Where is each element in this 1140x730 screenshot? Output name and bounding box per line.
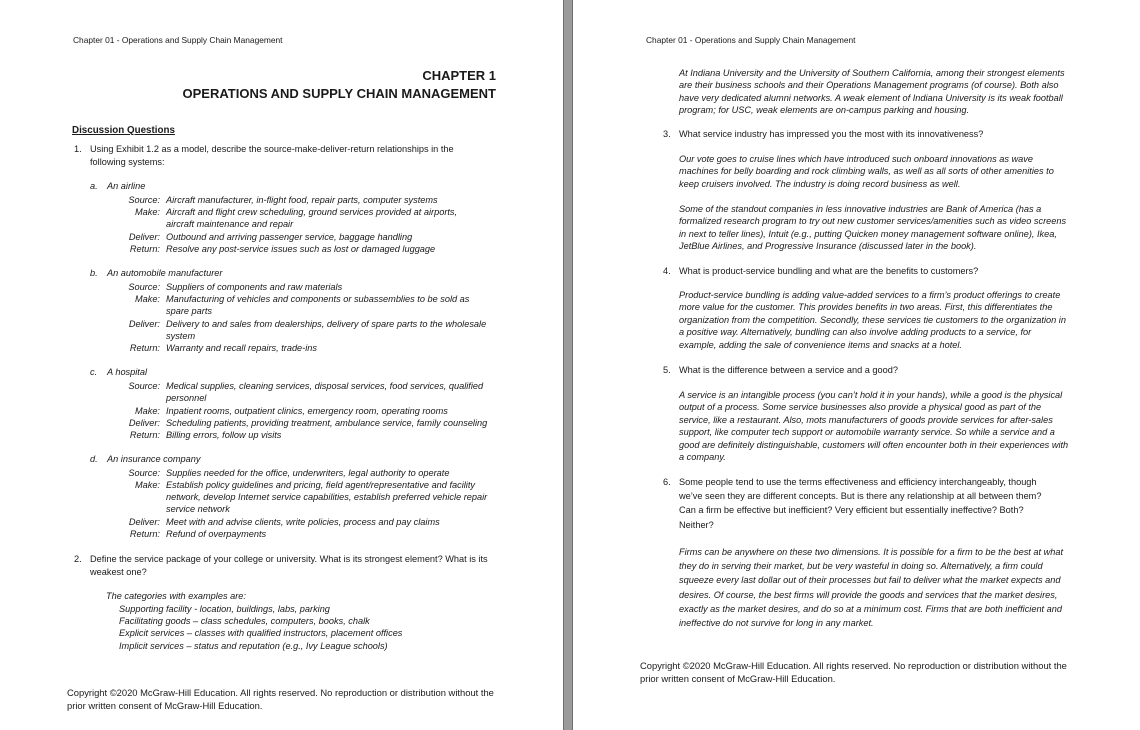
question-number: 3. (663, 129, 671, 139)
row-value: Manufacturing of vehicles and components or subassemblies to be sold as spare parts (166, 294, 470, 317)
page-right (573, 0, 1140, 730)
row-label: Source: (128, 468, 160, 478)
answer-text: Some of the standout companies in less innovative industries are Bank of America (has a formalized research program to try out new customer services/amenities such as video screens in next to teller lines), Intuit (e.g., putting Quicken money management software online), Ikea, JetBlue Airlines, and Progressive Insurance (discussed later in the book). (679, 204, 1067, 252)
question-3 (663, 128, 1063, 141)
running-header: Chapter 01 - Operations and Supply Chain Management (646, 35, 856, 45)
row-value: Aircraft manufacturer, in-flight food, repair parts, computer systems (166, 195, 438, 205)
row-label: Source: (128, 282, 160, 292)
row-value: Supplies needed for the office, underwriters, legal authority to operate (166, 468, 450, 478)
row-label: Deliver: (128, 418, 160, 428)
question-2 (74, 553, 494, 578)
row-label: Source: (128, 381, 160, 391)
system-heading (90, 181, 145, 191)
chapter-title: OPERATIONS AND SUPPLY CHAIN MANAGEMENT (182, 86, 496, 101)
row-label: Make: (134, 207, 160, 217)
copyright-notice: Copyright ©2020 McGraw-Hill Education. All rights reserved. No reproduction or distribution without the prior written consent of McGraw-Hill Education. (67, 687, 494, 711)
question-text: What service industry has impressed you the most with its innovativeness? (679, 129, 984, 139)
row-label: Make: (134, 294, 160, 304)
page-left (0, 0, 563, 730)
row-label: Return: (129, 244, 160, 254)
copyright-notice: Copyright ©2020 McGraw-Hill Education. All rights reserved. No reproduction or distribution without the prior written consent of McGraw-Hill Education. (640, 660, 1067, 684)
question-number: 5. (663, 365, 671, 375)
row-value: Refund of overpayments (166, 529, 267, 539)
system-heading (90, 367, 147, 377)
question-number: 4. (663, 266, 671, 276)
question-1 (74, 143, 474, 168)
row-value: Scheduling patients, providing treatment, ambulance service, family counseling (166, 418, 488, 428)
row-value: Billing errors, follow up visits (166, 430, 282, 440)
category-item: Explicit services – classes with qualified instructors, placement offices (119, 628, 403, 638)
system-letter: c. (90, 367, 98, 377)
question-text: Define the service package of your college or university. What is its strongest element? What is its weakest one? (90, 554, 488, 577)
row-value: Suppliers of components and raw materials (166, 282, 343, 292)
system-letter: a. (90, 181, 98, 191)
question-text: What is the difference between a service and a good? (679, 365, 898, 375)
answer-text: At Indiana University and the University of Southern California, among their strongest elements are their business schools and their Operations Management programs (of course). Both also have very dedicated alumni networks. A weak element of Indiana University is its weak football program; for USC, weak elements are on-campus parking and housing. (679, 68, 1065, 116)
chapter-number: CHAPTER 1 (422, 68, 496, 83)
row-label: Deliver: (128, 517, 160, 527)
row-label: Deliver: (128, 232, 160, 242)
row-label: Deliver: (128, 319, 160, 329)
question-5 (663, 364, 1063, 377)
system-name: An insurance company (107, 454, 201, 464)
system-name: A hospital (107, 367, 148, 377)
system-name: An airline (107, 181, 146, 191)
category-item: Facilitating goods – class schedules, computers, books, chalk (119, 616, 370, 626)
question-text: What is product-service bundling and what are the benefits to customers? (679, 266, 979, 276)
answer-text: A service is an intangible process (you can’t hold it in your hands), while a good is the physical output of a process. Some service businesses also provide a physical good as part of the service, like a restaurant. Also, mots manufacturers of goods provide services for after-sales support, like computer tech support or automobile warranty service. So while a service and a good are definitely distinguishable, customers will often encounter both in their experiences with a company. (679, 390, 1069, 463)
system-name: An automobile manufacturer (107, 268, 223, 278)
question-4 (663, 265, 1063, 278)
question-text: Some people tend to use the terms effectiveness and efficiency interchangeably, though we’ve seen they are different concepts. But is there any relationship at all between them? Can a firm be effective but inefficient? Very efficient but essentially ineffective? Both? Neither? (679, 477, 1042, 530)
answer-text: Product-service bundling is adding value-added services to a firm’s product offerings to create more value for the customer. This provides benefits in two areas. First, this differentiates the organization from the competition. Secondly, these services tie customers to the organization in a positive way. Alternatively, bundling can also involve adding products to a service, for example, adding the sale of convenience items and snacks at a hotel. (679, 290, 1066, 350)
system-letter: b. (90, 268, 98, 278)
row-value: Delivery to and sales from dealerships, delivery of spare parts to the wholesale system (166, 319, 487, 342)
system-heading (90, 454, 200, 464)
row-value: Inpatient rooms, outpatient clinics, emergency room, operating rooms (166, 406, 448, 416)
row-label: Make: (134, 480, 160, 490)
row-label: Return: (129, 529, 160, 539)
page-gutter (563, 0, 573, 730)
question-number: 2. (74, 554, 82, 564)
answer-text: Our vote goes to cruise lines which have introduced such onboard innovations as wave machines for belly boarding and rock climbing walls, as well as all sorts of other amenities to keep cruisers involved. The industry is doing record business as well. (679, 154, 1054, 189)
row-label: Return: (129, 430, 160, 440)
answer-intro: The categories with examples are: (106, 591, 246, 601)
row-value: Warranty and recall repairs, trade-ins (166, 343, 317, 353)
row-value: Aircraft and flight crew scheduling, ground services provided at airports, aircraft maintenance and repair (166, 207, 458, 230)
row-label: Make: (134, 406, 160, 416)
question-number: 6. (663, 477, 671, 487)
answer-text: Firms can be anywhere on these two dimensions. It is possible for a firm to be the best at what they do in serving their market, but be very wasteful in doing so. Alternatively, a firm could squeeze every last dollar out of their processes but fail to deliver what the market expects and desires. Of course, the best firms will provide the goods and services that the market desires, exactly as the market desires, and do so at a minimum cost. Firms that are both inefficient and ineffective do not survive for long in any market. (679, 547, 1064, 629)
category-item: Supporting facility - location, buildings, labs, parking (119, 604, 330, 614)
category-item: Implicit services – status and reputation (e.g., Ivy League schools) (119, 641, 388, 651)
row-label: Return: (129, 343, 160, 353)
section-title: Discussion Questions (72, 125, 175, 136)
row-label: Source: (128, 195, 160, 205)
running-header: Chapter 01 - Operations and Supply Chain Management (73, 35, 283, 45)
system-letter: d. (90, 454, 98, 464)
question-6 (663, 475, 1058, 532)
question-number: 1. (74, 144, 82, 154)
row-value: Meet with and advise clients, write policies, process and pay claims (166, 517, 440, 527)
row-value: Medical supplies, cleaning services, disposal services, food services, qualified personnel (166, 381, 484, 404)
row-value: Resolve any post-service issues such as lost or damaged luggage (166, 244, 436, 254)
row-value: Outbound and arriving passenger service, baggage handling (166, 232, 413, 242)
system-heading (90, 268, 222, 278)
question-text: Using Exhibit 1.2 as a model, describe the source-make-deliver-return relationships in the following systems: (90, 144, 454, 167)
row-value: Establish policy guidelines and pricing, field agent/representative and facility network, develop Internet service capabilities, establish preferred vehicle repair service network (166, 480, 488, 515)
